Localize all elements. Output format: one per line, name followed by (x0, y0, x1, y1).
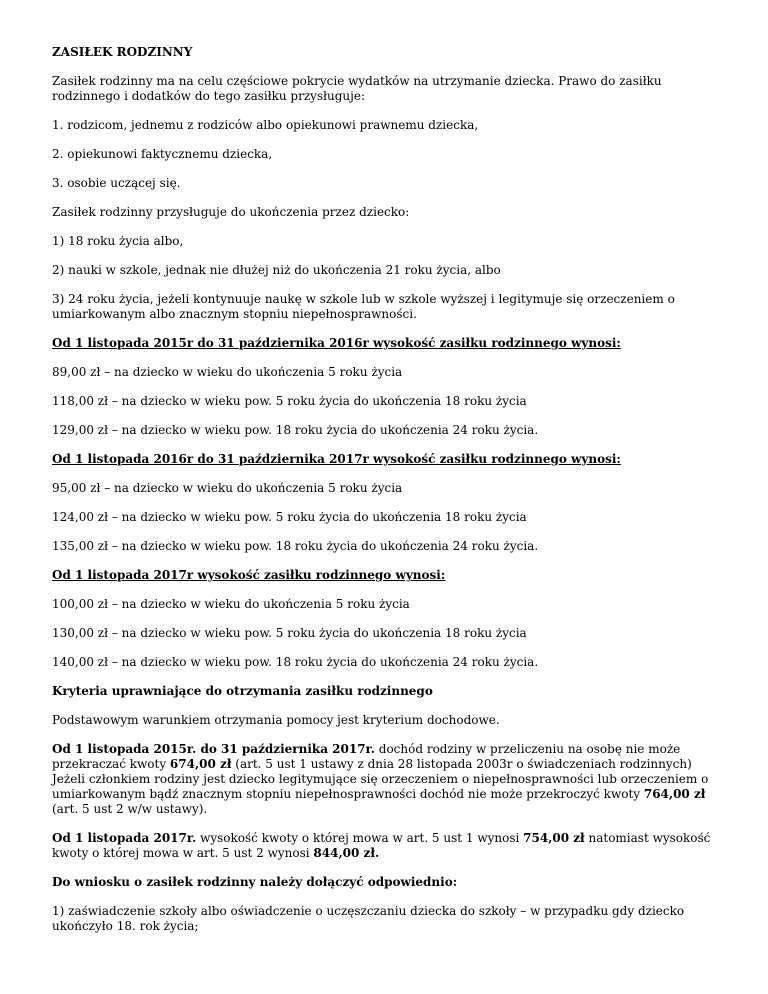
period-amount: 135,00 zł – na dziecko w wieku pow. 18 roku życia do ukończenia 24 roku życia. (52, 539, 539, 553)
criteria-heading: Kryteria uprawniające do otrzymania zasiłku rodzinnego (52, 684, 433, 698)
period-heading: Od 1 listopada 2015r do 31 października 2016r wysokość zasiłku rodzinnego wynosi: (52, 336, 621, 350)
criteria-text: natomiast wysokość kwoty o której mowa w art. 5 ust 2 wynosi (52, 831, 711, 860)
period-amount: 140,00 zł – na dziecko w wieku pow. 18 roku życia do ukończenia 24 roku życia. (52, 655, 539, 669)
period-amount: 118,00 zł – na dziecko w wieku pow. 5 roku życia do ukończenia 18 roku życia (52, 394, 527, 408)
criteria-text: dochód rodziny w przeliczeniu na osobę nie może przekraczać kwoty (52, 742, 681, 771)
period-amount: 129,00 zł – na dziecko w wieku pow. 18 roku życia do ukończenia 24 roku życia. (52, 423, 539, 437)
criteria-text: (art. 5 ust 1 ustawy z dnia 28 listopada 2003r o świadczeniach rodzinnych) Jeżeli członkiem rodziny jest dziecko legitymujące się orzeczeniem o niepełnosprawności lub orzeczeniem o umiarkowanym bądź znacznym stopniu niepełnosprawności dochód nie może przekroczyć kwoty (52, 757, 709, 801)
income-limit-amount: 844,00 zł. (313, 846, 380, 860)
entitled-item: 3. osobie uczącej się. (52, 176, 181, 190)
income-limit-amount: 764,00 zł (643, 787, 706, 801)
criteria-date-lead: Od 1 listopada 2017r. (52, 831, 197, 845)
period-heading: Od 1 listopada 2017r wysokość zasiłku rodzinnego wynosi: (52, 568, 446, 582)
period-amount: 95,00 zł – na dziecko w wieku do ukończenia 5 roku życia (52, 481, 403, 495)
income-limit-amount: 754,00 zł (523, 831, 585, 845)
criteria-text: wysokość kwoty o której mowa w art. 5 ust 1 wynosi (196, 831, 524, 845)
until-item: 1) 18 roku życia albo, (52, 234, 184, 248)
criteria-paragraph-1 (52, 742, 722, 817)
document-title: ZASIŁEK RODZINNY (52, 45, 193, 59)
until-intro: Zasiłek rodzinny przysługuje do ukończenia przez dziecko: (52, 205, 410, 219)
document-page (52, 45, 722, 948)
attachments-heading: Do wniosku o zasiłek rodzinny należy dołączyć odpowiednio: (52, 875, 458, 889)
until-item: 3) 24 roku życia, jeżeli kontynuuje naukę w szkole lub w szkole wyższej i legitymuje się orzeczeniem o umiarkowanym albo znacznym stopniu niepełnosprawności. (52, 292, 675, 321)
criteria-paragraph-2 (52, 831, 722, 861)
period-amount: 130,00 zł – na dziecko w wieku pow. 5 roku życia do ukończenia 18 roku życia (52, 626, 527, 640)
intro-paragraph: Zasiłek rodzinny ma na celu częściowe pokrycie wydatków na utrzymanie dziecka. Prawo do zasiłku rodzinnego i dodatków do tego zasiłku przysługuje: (52, 74, 662, 103)
period-heading: Od 1 listopada 2016r do 31 października 2017r wysokość zasiłku rodzinnego wynosi: (52, 452, 621, 466)
entitled-item: 1. rodzicom, jednemu z rodziców albo opiekunowi prawnemu dziecka, (52, 118, 479, 132)
period-amount: 89,00 zł – na dziecko w wieku do ukończenia 5 roku życia (52, 365, 403, 379)
criteria-text: (art. 5 ust 2 w/w ustawy). (52, 802, 208, 816)
until-item: 2) nauki w szkole, jednak nie dłużej niż do ukończenia 21 roku życia, albo (52, 263, 501, 277)
period-amount: 124,00 zł – na dziecko w wieku pow. 5 roku życia do ukończenia 18 roku życia (52, 510, 527, 524)
criteria-basic: Podstawowym warunkiem otrzymania pomocy jest kryterium dochodowe. (52, 713, 500, 727)
period-amount: 100,00 zł – na dziecko w wieku do ukończenia 5 roku życia (52, 597, 410, 611)
entitled-item: 2. opiekunowi faktycznemu dziecka, (52, 147, 273, 161)
criteria-date-lead: Od 1 listopada 2015r. do 31 października 2017r. (52, 742, 375, 756)
attachment-item: 1) zaświadczenie szkoły albo oświadczenie o uczęszczaniu dziecka do szkoły – w przypadku gdy dziecko ukończyło 18. rok życia; (52, 904, 685, 933)
income-limit-amount: 674,00 zł (169, 757, 232, 771)
